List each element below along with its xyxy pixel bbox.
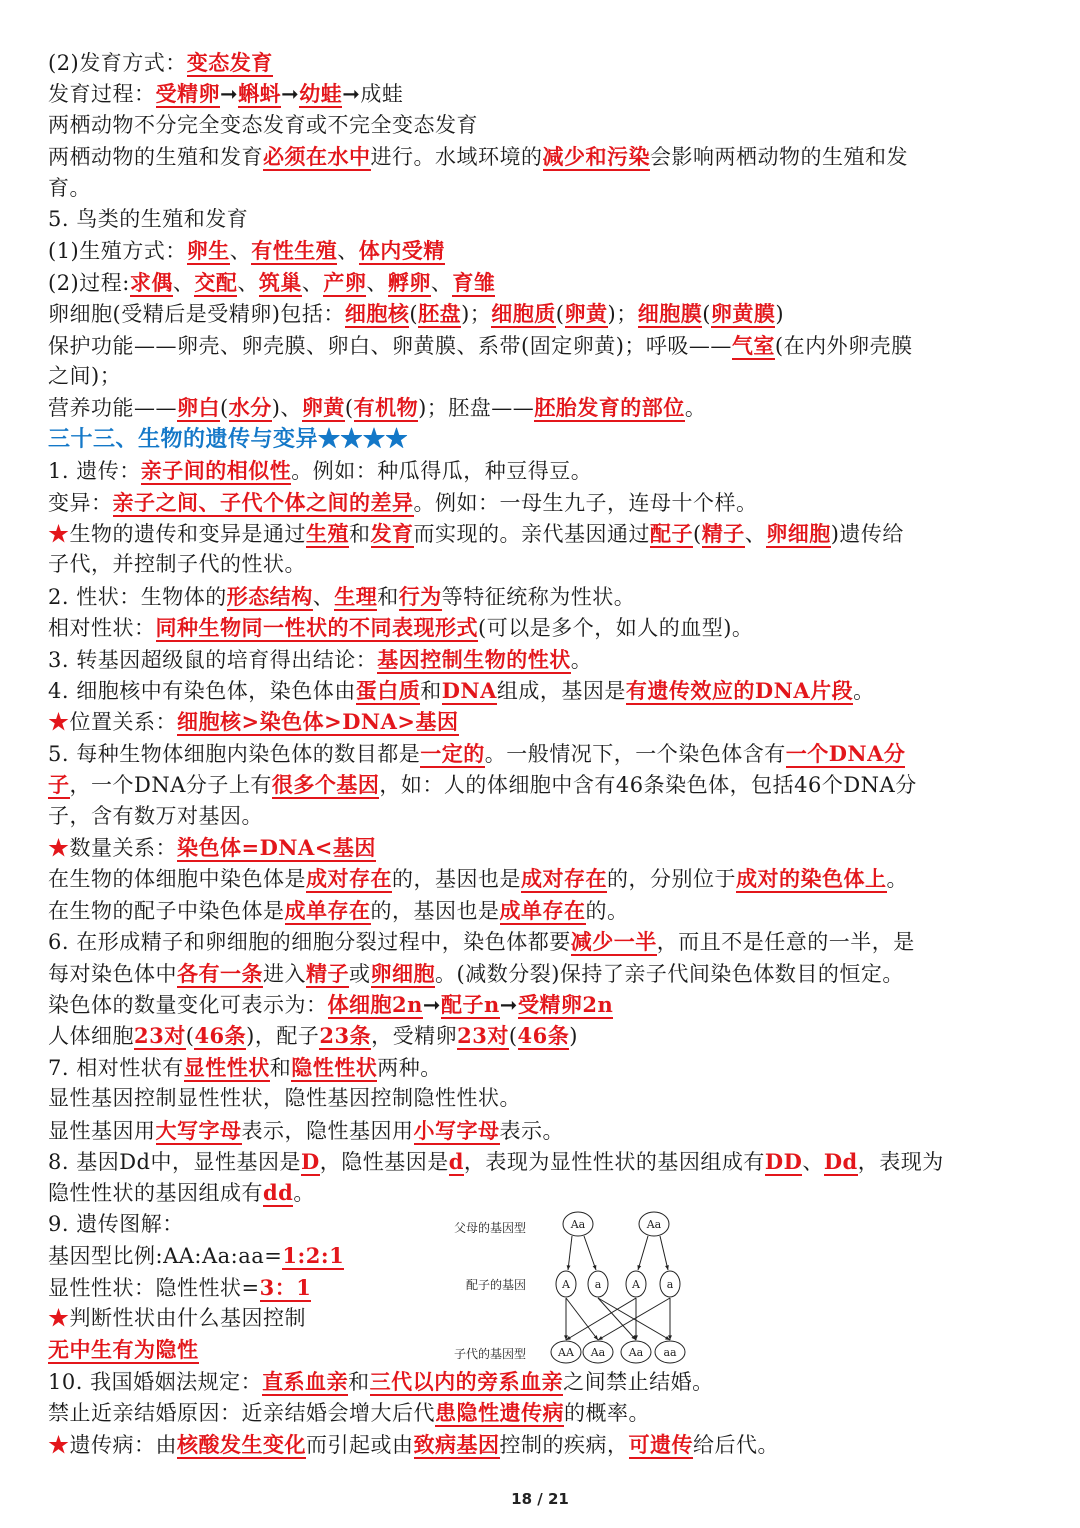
text-segment: ，受精卵 (371, 1024, 458, 1049)
text-segment: 和 (348, 1369, 370, 1394)
text-segment: 而实现的。亲代基因通过 (413, 522, 650, 546)
text-segment: 、 (301, 270, 324, 295)
text-segment: ( (185, 1024, 195, 1049)
key-term: 卵细胞 (766, 521, 831, 546)
key-term: 卵生 (186, 238, 230, 264)
text-segment: 、 (744, 522, 767, 546)
key-term: 核酸发生变化 (177, 1431, 306, 1457)
text-segment: 在生物的体细胞中染色体是 (48, 867, 306, 892)
star-rating: ★★★★ (318, 425, 409, 452)
text-line (48, 644, 1040, 676)
text-segment: 发育过程： (48, 82, 156, 107)
arrowhead (593, 1265, 597, 1270)
text-segment: 和 (349, 522, 371, 546)
text-segment: ，表现为显性性状的基因组成有 (463, 1150, 765, 1174)
key-term: 染色体 (259, 709, 325, 735)
text-segment: ( (344, 396, 354, 421)
text-segment: 的。 (585, 898, 629, 923)
text-segment: 卵细胞(受精后是受精卵)包括： (48, 302, 345, 327)
text-segment: 、 (312, 584, 335, 609)
key-term: 蝌蚪 (238, 81, 282, 107)
key-term: 行为 (398, 583, 442, 609)
cross-arrow (566, 1298, 636, 1340)
text-segment: 而引起或由 (306, 1432, 414, 1457)
text-segment: 、 (366, 270, 388, 295)
text-segment: ) (775, 302, 785, 327)
text-segment: 数量关系： (69, 836, 177, 860)
cross-arrow (660, 1236, 668, 1270)
text-line (48, 706, 1040, 738)
gamete-label: a (666, 1278, 674, 1291)
text-segment: ➞成蛙 (342, 82, 404, 107)
text-segment: ，一个DNA分子上有 (69, 773, 272, 798)
key-term: 46条 (517, 1023, 570, 1049)
key-term: 成对的染色体上 (736, 866, 887, 892)
text-segment: 在生物的配子中染色体是 (48, 898, 285, 923)
text-segment: 判断性状由什么基因控制 (69, 1306, 306, 1330)
key-term: 细胞质 (491, 301, 556, 327)
text-line (48, 549, 1040, 580)
text-line (48, 330, 1040, 362)
text-segment: 表示。 (499, 1118, 564, 1143)
key-term: 精子 (306, 960, 349, 986)
text-segment: (1)生殖方式： (48, 239, 187, 264)
text-segment: 。一般情况下，一个染色体含有 (484, 741, 786, 766)
text-segment: 8. 基因Dd中，显性基因是 (48, 1150, 301, 1174)
parent-genotype-label: Aa (570, 1218, 586, 1231)
text-line (48, 612, 1040, 644)
key-term: 交配 (194, 269, 238, 295)
text-line (48, 518, 1040, 550)
text-segment: 、 (229, 239, 252, 264)
text-segment: 。 (853, 679, 875, 703)
text-line (48, 958, 1040, 990)
text-segment: 。 (570, 647, 593, 672)
text-segment: 。 (293, 1181, 315, 1206)
text-line (48, 455, 1040, 487)
inheritance-diagram (448, 1206, 710, 1374)
text-segment: )；胚盘—— (418, 396, 535, 421)
text-segment: 两栖动物的生殖和发育 (48, 145, 263, 170)
text-segment: ➞ (220, 82, 239, 107)
offspring-genotype-label: AA (558, 1346, 574, 1359)
key-term: 1:2:1 (282, 1243, 345, 1269)
text-segment: ( (508, 1024, 518, 1049)
key-term: 致病基因 (413, 1431, 500, 1457)
key-term: 成对存在 (521, 866, 607, 892)
text-segment: 位置关系： (69, 710, 177, 735)
text-segment: 的，分别位于 (607, 867, 736, 892)
text-segment: 子，含有数万对基因。 (48, 803, 263, 828)
key-term: 成对存在 (306, 866, 392, 892)
key-term: dd (263, 1180, 294, 1206)
key-term: =DNA< (241, 835, 333, 860)
key-term: 体细胞2n (327, 992, 423, 1017)
row-label-gametes: 配子的基因 (466, 1278, 527, 1292)
key-term: 三代以内的旁系血亲 (369, 1368, 564, 1394)
key-term: 必须在水中 (263, 144, 371, 170)
text-segment: 组成，基因是 (496, 679, 626, 703)
text-line (48, 863, 1040, 895)
text-segment: 之间禁止结婚。 (563, 1369, 714, 1394)
text-segment: 相对性状： (48, 616, 156, 641)
key-term: 子 (48, 772, 70, 798)
key-term: 变态发育 (186, 50, 273, 75)
key-term: 一定的 (420, 740, 485, 766)
key-term: 一个DNA分 (785, 740, 906, 766)
parent-genotype-label: Aa (646, 1218, 662, 1231)
key-term: 很多个基因 (271, 772, 380, 798)
text-segment: ) (569, 1024, 578, 1049)
text-line (48, 801, 1040, 832)
gamete-label: a (594, 1278, 602, 1291)
text-segment: ➞ (422, 993, 441, 1017)
text-line (48, 1020, 1040, 1052)
text-segment: 6. 在形成精子和卵细胞的细胞分裂过程中，染色体都要 (48, 930, 571, 955)
text-segment: 、 (337, 239, 359, 264)
text-segment: 营养功能—— (48, 396, 177, 421)
text-segment: 控制的疾病， (499, 1432, 629, 1457)
text-segment: 显性基因控制显性性状，隐性基因控制隐性性状。 (48, 1086, 521, 1111)
star-icon: ★ (48, 836, 70, 860)
text-segment: 7. 相对性状有 (48, 1055, 184, 1080)
text-line (48, 78, 1040, 110)
text-segment: 会影响两栖动物的生殖和发 (650, 145, 908, 170)
key-term: 孵卵 (387, 269, 431, 295)
key-term: 23条 (319, 1023, 372, 1049)
cross-arrow (566, 1298, 598, 1340)
key-term: 有机物 (353, 395, 419, 421)
text-line (48, 675, 1040, 707)
text-line (48, 1429, 1040, 1461)
key-term: 亲子之间、子代个体之间的差异 (112, 489, 414, 515)
text-segment: 隐性性状的基因组成有 (48, 1181, 263, 1206)
text-line (48, 1177, 1040, 1209)
key-term: 形态结构 (226, 583, 313, 609)
key-term: 大写字母 (155, 1117, 242, 1143)
text-segment: ➞ (281, 82, 300, 107)
text-segment: 之间)； (48, 364, 122, 388)
text-segment: 等特征统称为性状。 (441, 584, 636, 609)
key-term: 成单存在 (284, 897, 371, 923)
key-term: 生理 (334, 583, 378, 609)
key-term: 精子 (701, 521, 745, 546)
text-segment: 子代，并控制子代的性状。 (48, 552, 306, 577)
text-segment: 5. 每种生物体细胞内染色体的数目都是 (48, 741, 421, 766)
text-segment: 育。 (48, 175, 91, 200)
text-segment: 的，基因也是 (370, 898, 500, 923)
text-segment: )，配子 (246, 1024, 320, 1049)
text-segment: 2. 性状：生物体的 (48, 584, 227, 609)
text-segment: 两栖动物不分完全变态发育或不完全变态发育 (48, 112, 478, 137)
text-segment: 3. 转基因超级鼠的培育得出结论： (48, 647, 378, 672)
key-term: 减少和污染 (542, 144, 650, 170)
key-term: 直系血亲 (262, 1368, 349, 1394)
key-term: 产卵 (323, 269, 367, 295)
key-term: 成单存在 (499, 897, 586, 923)
star-icon: ★ (48, 522, 70, 546)
text-segment: 每对染色体中 (48, 961, 177, 986)
key-term: Dd (823, 1149, 858, 1174)
text-segment: 。 (886, 867, 908, 892)
text-line (48, 141, 1040, 173)
text-line (48, 173, 1040, 204)
text-segment: 或 (349, 961, 371, 986)
key-term: 亲子间的相似性 (140, 458, 292, 484)
key-term: 配子n (441, 992, 500, 1017)
text-segment: 、 (430, 270, 453, 295)
key-term: d (448, 1149, 464, 1174)
text-segment: ( (555, 302, 565, 327)
key-term: > (241, 709, 260, 735)
text-line (48, 1146, 1040, 1178)
text-segment: 显性性状：隐性性状= (48, 1275, 260, 1300)
key-term: 基因 (332, 835, 376, 860)
text-line (48, 267, 1040, 299)
key-term: 气室 (731, 332, 775, 358)
text-segment: (2)发育方式： (48, 51, 187, 75)
text-line (48, 298, 1040, 330)
key-term: 发育 (370, 521, 414, 546)
gamete-label: A (632, 1278, 640, 1291)
key-term: DD (764, 1149, 803, 1174)
text-line (48, 989, 1040, 1021)
key-term: 46条 (194, 1023, 247, 1049)
text-line (48, 204, 1040, 235)
text-line (48, 581, 1040, 613)
text-segment: (2)过程: (48, 270, 130, 295)
text-segment: 的概率。 (564, 1401, 650, 1426)
text-segment: 给后代。 (693, 1432, 779, 1457)
key-term: 卵黄 (564, 301, 608, 327)
text-line (48, 487, 1040, 519)
text-segment: 禁止近亲结婚原因：近亲结婚会增大后代 (48, 1401, 435, 1426)
key-term: 求偶 (129, 269, 173, 295)
text-line (48, 110, 1040, 141)
key-term: 显性性状 (183, 1054, 270, 1080)
key-term: 细胞核 (177, 709, 242, 735)
key-term: 3：1 (259, 1274, 312, 1300)
key-term: 胚胎发育的部位 (534, 395, 685, 421)
text-line (48, 895, 1040, 927)
row-label-offspring: 子代的基因型 (454, 1347, 527, 1361)
key-term: 卵黄膜 (710, 301, 776, 327)
key-term: 染色体 (177, 835, 242, 860)
gamete-label: A (562, 1278, 570, 1291)
text-line (48, 926, 1040, 958)
key-term: 基因控制生物的性状 (377, 646, 571, 672)
star-icon: ★ (48, 1306, 70, 1330)
text-segment: 遗传病：由 (69, 1432, 177, 1457)
row-label-parents: 父母的基因型 (454, 1221, 527, 1235)
text-segment: ，而且不是任意的一半，是 (656, 930, 915, 955)
key-term: 幼蛙 (299, 81, 343, 107)
text-segment: )； (607, 302, 638, 327)
text-segment: )； (461, 302, 492, 327)
text-segment: 和 (420, 679, 442, 703)
text-segment: 基因型比例:AA:Aa:aa= (48, 1244, 283, 1269)
text-segment: 、 (172, 270, 195, 295)
text-segment: 的，基因也是 (392, 867, 521, 892)
key-term: 筑巢 (258, 269, 302, 295)
text-line (48, 424, 1040, 455)
key-term: 卵白 (177, 395, 220, 421)
text-line (48, 392, 1040, 424)
text-segment: 进入 (263, 961, 306, 986)
cross-arrow (584, 1236, 596, 1270)
arrowhead (637, 1265, 641, 1270)
star-icon: ★ (48, 710, 70, 735)
text-segment: 和 (269, 1055, 292, 1080)
text-segment: 10. 我国婚姻法规定： (48, 1369, 263, 1394)
key-term: 可遗传 (628, 1431, 693, 1457)
key-term: 胚盘 (418, 301, 462, 327)
text-segment: 、 (802, 1150, 824, 1174)
offspring-genotype-label: aa (663, 1346, 677, 1359)
text-segment: 、 (237, 270, 259, 295)
key-term: 有性生殖 (251, 238, 338, 264)
text-segment: 染色体的数量变化可表示为： (48, 993, 328, 1017)
text-segment: (在内外卵壳膜 (774, 333, 913, 358)
text-segment: 1. 遗传： (48, 459, 141, 484)
text-segment: ( (409, 302, 419, 327)
key-term: 23对 (457, 1023, 509, 1049)
key-term: 同种生物同一性状的不同表现形式 (155, 615, 478, 641)
cross-arrow (638, 1236, 648, 1270)
key-term: 减少一半 (570, 929, 657, 955)
text-segment: 。 (684, 396, 707, 421)
text-segment: ( (220, 396, 229, 421)
text-segment: ( (702, 302, 711, 327)
text-segment: 4. 细胞核中有染色体，染色体由 (48, 679, 356, 703)
text-segment: 。例如：种瓜得瓜，种豆得豆。 (291, 459, 593, 484)
key-term: 卵细胞 (370, 960, 435, 986)
key-term: 基因 (415, 709, 459, 735)
key-term: 无中生有为隐性 (48, 1337, 199, 1363)
text-line (48, 1115, 1040, 1147)
text-line (48, 361, 1040, 392)
text-segment: ( (693, 522, 702, 546)
text-segment: 显性基因用 (48, 1118, 156, 1143)
key-term: 细胞核 (344, 301, 410, 327)
text-segment: ➞ (499, 993, 518, 1017)
text-segment: 生物的遗传和变异是通过 (69, 522, 306, 546)
text-segment: ，隐性基因是 (319, 1150, 449, 1174)
text-segment: 9. 遗传图解： (48, 1211, 184, 1236)
key-term: 卵黄 (301, 395, 345, 421)
text-line (48, 47, 1040, 79)
key-term: 蛋白质 (355, 678, 421, 703)
key-term: >DNA> (324, 709, 416, 735)
text-segment: 保护功能——卵壳、卵壳膜、卵白、卵黄膜、系带(固定卵黄)；呼吸—— (48, 333, 732, 358)
key-term: 水分 (228, 395, 272, 421)
text-segment: ，表现为 (857, 1150, 944, 1174)
text-segment: )、 (271, 396, 302, 421)
text-line (48, 1052, 1040, 1084)
text-line (48, 832, 1040, 864)
offspring-genotype-label: Aa (590, 1346, 606, 1359)
text-segment: (可以是多个，如人的血型)。 (478, 616, 754, 641)
key-term: 各有一条 (177, 960, 263, 986)
text-segment: 5. 鸟类的生殖和发育 (48, 207, 249, 231)
text-segment: 。(减数分裂)保持了亲子代间染色体数目的恒定。 (435, 961, 904, 986)
key-term: 有遗传效应的DNA片段 (625, 678, 854, 703)
text-segment: 两种。 (377, 1055, 442, 1080)
star-icon: ★ (48, 1432, 70, 1457)
section-heading: 三十三、生物的遗传与变异 (48, 425, 319, 452)
text-segment: )遗传给 (830, 522, 904, 546)
offspring-genotype-label: Aa (628, 1346, 644, 1359)
page-number: 18 / 21 (511, 1490, 569, 1508)
key-term: 细胞膜 (637, 301, 703, 327)
text-line (48, 738, 1040, 770)
key-term: 配子 (650, 521, 693, 546)
cross-arrow (568, 1236, 572, 1270)
cross-arrow (598, 1298, 636, 1340)
key-term: 患隐性遗传病 (435, 1400, 564, 1426)
text-line (48, 769, 1040, 801)
text-segment: 进行。水域环境的 (370, 145, 543, 170)
key-term: 隐性性状 (291, 1054, 378, 1080)
key-term: 23对 (134, 1023, 186, 1049)
text-segment: 和 (377, 584, 399, 609)
text-line (48, 1397, 1040, 1429)
text-line (48, 235, 1040, 267)
key-term: 体内受精 (358, 238, 445, 264)
key-term: 育雏 (452, 269, 496, 295)
text-segment: ，如：人的体细胞中含有46条染色体，包括46个DNA分 (379, 773, 917, 798)
text-segment: 。例如：一母生九子，连母十个样。 (413, 490, 758, 515)
key-term: DNA (441, 678, 497, 703)
key-term: 生殖 (306, 521, 349, 546)
key-term: 小写字母 (413, 1117, 500, 1143)
text-line (48, 1083, 1040, 1114)
key-term: D (301, 1149, 320, 1174)
key-term: 受精卵 (155, 81, 220, 107)
key-term: 受精卵2n (517, 992, 614, 1017)
text-segment: 人体细胞 (48, 1024, 134, 1049)
text-segment: 表示，隐性基因用 (241, 1118, 414, 1143)
text-segment: 变异： (48, 490, 113, 515)
